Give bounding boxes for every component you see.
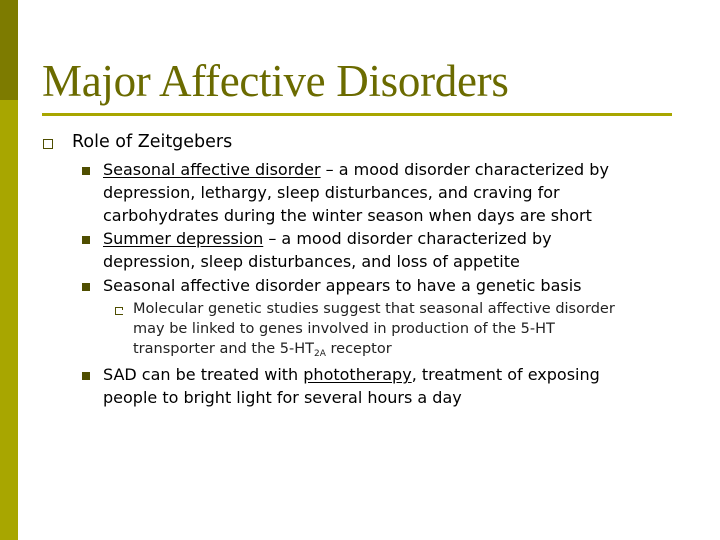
bullet-sad-phototherapy bbox=[103, 363, 600, 409]
bullet-text: depression, sleep disturbances, and loss of appetite bbox=[103, 252, 520, 271]
bullet-summer-depression bbox=[103, 227, 552, 273]
bullet-seasonal-affective-disorder bbox=[103, 158, 609, 227]
bullet-text: SAD can be treated with bbox=[103, 365, 304, 384]
subscript-2a: 2A bbox=[314, 349, 326, 359]
bullet-text: may be linked to genes involved in production of the 5-HT bbox=[133, 321, 555, 337]
bullet-text: – a mood disorder characterized by bbox=[320, 160, 609, 179]
term-seasonal-affective-disorder: Seasonal affective disorder bbox=[103, 160, 321, 179]
bullet-text: receptor bbox=[325, 341, 392, 357]
filled-square-bullet-icon bbox=[82, 167, 90, 175]
bullet-text: people to bright light for several hours a day bbox=[103, 388, 462, 407]
bullet-text: – a mood disorder characterized by bbox=[263, 229, 552, 248]
term-phototherapy: phototherapy bbox=[303, 365, 412, 384]
bullet-text: Seasonal affective disorder appears to have a genetic basis bbox=[103, 276, 582, 295]
bullet-text: , treatment of exposing bbox=[411, 365, 600, 384]
filled-square-bullet-icon bbox=[82, 372, 90, 380]
filled-square-bullet-icon bbox=[82, 283, 90, 291]
filled-square-bullet-icon bbox=[82, 236, 90, 244]
side-accent-bar-top bbox=[0, 0, 18, 100]
slide-title: Major Affective Disorders bbox=[42, 56, 509, 106]
term-summer-depression: Summer depression bbox=[103, 229, 264, 248]
bullet-text: carbohydrates during the winter season when days are short bbox=[103, 206, 592, 225]
bullet-text: Molecular genetic studies suggest that seasonal affective disorder bbox=[133, 301, 615, 317]
title-underline-rule bbox=[42, 113, 672, 116]
bullet-genetic-basis bbox=[103, 274, 582, 297]
hollow-square-bullet-icon bbox=[43, 139, 53, 149]
bullet-role-of-zeitgebers: Role of Zeitgebers bbox=[72, 132, 233, 152]
bullet-text: transporter and the 5-HT bbox=[133, 341, 315, 357]
bullet-text: depression, lethargy, sleep disturbances, and craving for bbox=[103, 183, 560, 202]
sub-bullet-molecular-genetic-studies bbox=[133, 299, 615, 364]
hollow-square-bullet-icon bbox=[115, 307, 123, 315]
